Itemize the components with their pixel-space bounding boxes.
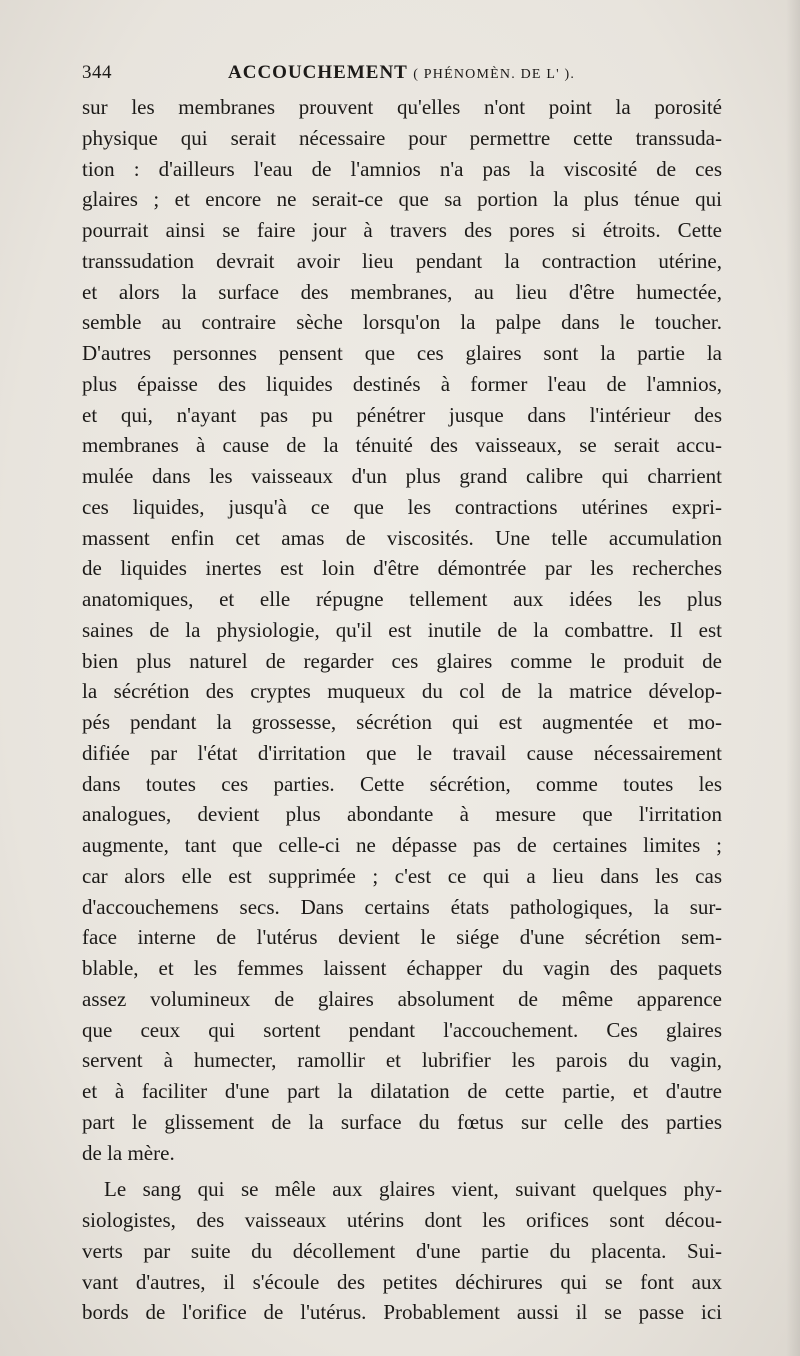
text-line: bords de l'orifice de l'utérus. Probablement aussi il se passe ici [82,1300,722,1325]
paragraph-2 [82,1174,722,1328]
text-line: Le sang qui se mêle aux glaires vient, suivant quelques phy- [104,1177,722,1202]
text-line: verts par suite du décollement d'une partie du placenta. Sui- [82,1238,722,1263]
text-line: siologistes, des vaisseaux utérins dont les orifices sont décou- [82,1208,722,1232]
text-line: mulée dans les vaisseaux d'un plus grand calibre qui charrient [82,464,722,488]
text-line: anatomiques, et elle répugne tellement aux idées les plus [82,587,722,611]
text-line: assez volumineux de glaires absolument de même apparence [82,986,722,1011]
text-line: de la mère. [82,1140,175,1165]
text-line: ces liquides, jusqu'à ce que les contractions utérines expri- [82,494,722,519]
text-line: augmente, tant que celle-ci ne dépasse pas de certaines limites ; [82,833,722,857]
text-line: bien plus naturel de regarder ces glaires comme le produit de [82,648,722,673]
text-line: face interne de l'utérus devient le siége d'une sécrétion sem- [82,925,722,950]
text-line: blable, et les femmes laissent échapper du vagin des paquets [82,956,722,980]
text-line: car alors elle est supprimée ; c'est ce qui a lieu dans les cas [82,863,722,888]
text-line: glaires ; et encore ne serait-ce que sa portion la plus ténue qui [82,187,722,212]
text-line: semble au contraire sèche lorsqu'on la palpe dans le toucher. [82,310,722,335]
text-line: et à faciliter d'une part la dilatation de cette partie, et d'autre [82,1079,722,1103]
text-line: membranes à cause de la ténuité des vaisseaux, se serait accu- [82,433,722,458]
text-line: et alors la surface des membranes, au lieu d'être humectée, [82,279,722,304]
text-line: sur les membranes prouvent qu'elles n'ont point la porosité [82,95,722,119]
text-line: d'accouchemens secs. Dans certains états pathologiques, la sur- [82,894,722,919]
text-line: transsudation devrait avoir lieu pendant la contraction utérine, [82,248,722,273]
running-head-subtitle: ( PHÉNOMÈN. DE L' ). [413,67,576,82]
text-line: pés pendant la grossesse, sécrétion qui est augmentée et mo- [82,710,722,734]
text-line: physique qui serait nécessaire pour permettre cette transsuda- [82,125,722,150]
text-line: vant d'autres, il s'écoule des petites déchirures qui se font aux [82,1269,722,1294]
text-line: de liquides inertes est loin d'être démontrée par les recherches [82,556,722,581]
text-line: massent enfin cet amas de viscosités. Une telle accumulation [82,525,722,550]
page-edge-shadow [786,0,800,1356]
text-line: D'autres personnes pensent que ces glaires sont la partie la [82,341,722,365]
running-head-title-text: ACCOUCHEMENT [228,62,408,83]
text-line: tion : d'ailleurs l'eau de l'amnios n'a pas la viscosité de ces [82,156,722,181]
body-text [82,92,722,1328]
text-line: pourrait ainsi se faire jour à travers des pores si étroits. Cette [82,218,722,242]
text-line: analogues, devient plus abondante à mesure que l'irritation [82,802,722,827]
text-line: la sécrétion des cryptes muqueux du col de la matrice dévelop- [82,679,722,704]
paragraph-1 [82,92,722,1168]
running-head [82,62,722,90]
page-number: 344 [82,62,112,83]
text-line: saines de la physiologie, qu'il est inutile de la combattre. Il est [82,617,722,642]
text-line: plus épaisse des liquides destinés à former l'eau de l'amnios, [82,371,722,396]
text-line: dans toutes ces parties. Cette sécrétion, comme toutes les [82,771,722,796]
text-line: difiée par l'état d'irritation que le travail cause nécessairement [82,740,722,765]
text-line: que ceux qui sortent pendant l'accouchement. Ces glaires [82,1017,722,1042]
text-line: part le glissement de la surface du fœtus sur celle des parties [82,1109,722,1134]
text-line: et qui, n'ayant pas pu pénétrer jusque dans l'intérieur des [82,402,722,427]
running-head-title [228,62,575,84]
text-line: servent à humecter, ramollir et lubrifier les parois du vagin, [82,1048,722,1073]
